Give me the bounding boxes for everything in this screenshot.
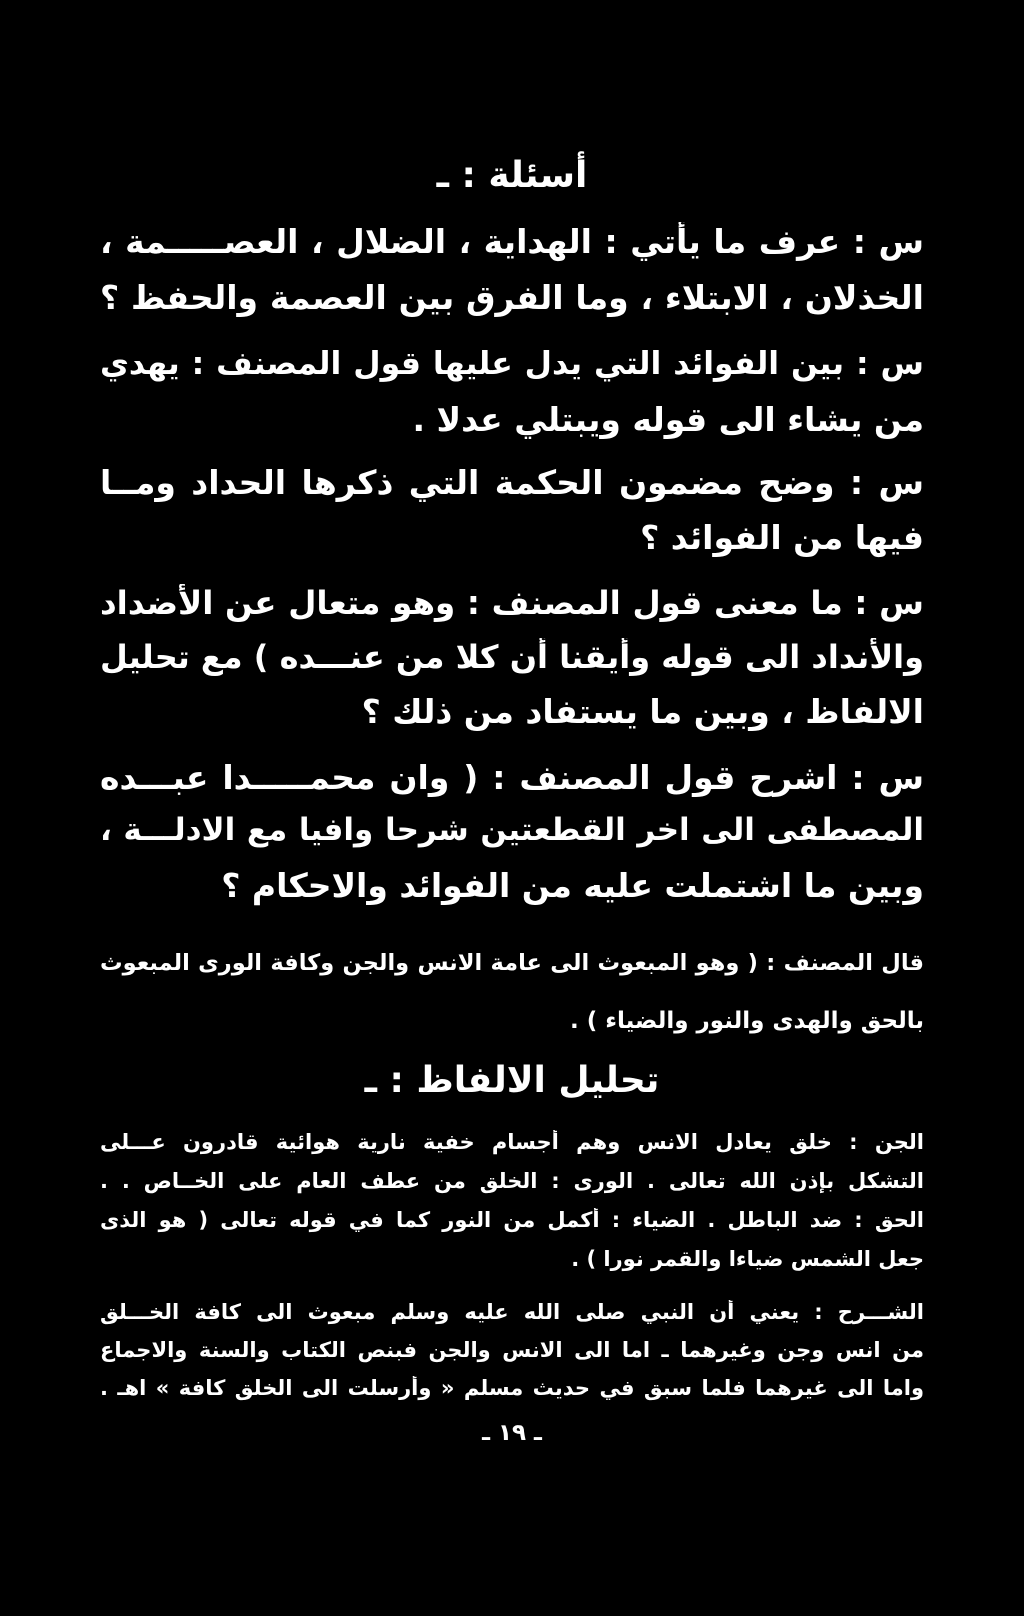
heading-analysis: تحليل الالفاظ : ـ bbox=[364, 1060, 660, 1101]
analysis-line-1: الجن : خلق يعادل الانس وهم أجسام خفية نارية هوائية قادرون عـــلى bbox=[100, 1130, 924, 1154]
explanation-line-2: من انس وجن وغيرهما ـ اما الى الانس والجن فبنص الكتاب والسنة والاجماع bbox=[100, 1338, 924, 1362]
question-3-line-2: فيها من الفوائد ؟ bbox=[640, 518, 924, 557]
question-3-line-1: س : وضح مضمون الحكمة التي ذكرها الحداد ومــا bbox=[100, 463, 924, 502]
question-4-line-3: الالفاظ ، وبين ما يستفاد من ذلك ؟ bbox=[361, 692, 924, 731]
heading-questions: أسئلة : ـ bbox=[436, 155, 588, 196]
question-1-line-1: س : عرف ما يأتي : الهداية ، الضلال ، العصـــــمة ، bbox=[100, 222, 924, 261]
page-number: ـ ١٩ ـ bbox=[482, 1420, 542, 1446]
question-4-line-2: والأنداد الى قوله وأيقنا أن كلا من عنـــده ) مع تحليل bbox=[100, 638, 924, 676]
analysis-line-4: جعل الشمس ضياءا والقمر نورا ) . bbox=[571, 1247, 924, 1271]
question-5-line-1: س : اشرح قول المصنف : ( وان محمـــــدا عبـــده bbox=[100, 758, 924, 797]
question-4-line-1: س : ما معنى قول المصنف : وهو متعال عن الأضداد bbox=[100, 584, 924, 622]
explanation-line-3: واما الى غيرهما فلما سبق في حديث مسلم « وأرسلت الى الخلق كافة » اهـ . bbox=[100, 1376, 924, 1400]
question-5-line-3: وبين ما اشتملت عليه من الفوائد والاحكام ؟ bbox=[221, 866, 924, 905]
explanation-line-1: الشـــرح : يعني أن النبي صلى الله عليه وسلم مبعوث الى كافة الخـــلق bbox=[100, 1300, 924, 1324]
analysis-line-2: التشكل بإذن الله تعالى . الورى : الخلق من عطف العام على الخــاص . . bbox=[100, 1169, 924, 1193]
analysis-line-3: الحق : ضد الباطل . الضياء : أكمل من النور كما في قوله تعالى ( هو الذى bbox=[100, 1208, 924, 1232]
quote-line-1: قال المصنف : ( وهو المبعوث الى عامة الانس والجن وكافة الورى المبعوث bbox=[100, 950, 924, 976]
question-2-line-2: من يشاء الى قوله ويبتلي عدلا . bbox=[412, 400, 924, 439]
quote-line-2: بالحق والهدى والنور والضياء ) . bbox=[570, 1008, 924, 1034]
question-1-line-2: الخذلان ، الابتلاء ، وما الفرق بين العصمة والحفظ ؟ bbox=[100, 278, 924, 317]
question-5-line-2: المصطفى الى اخر القطعتين شرحا وافيا مع الادلـــة ، bbox=[100, 812, 924, 848]
question-2-line-1: س : بين الفوائد التي يدل عليها قول المصنف : يهدي bbox=[100, 346, 924, 382]
